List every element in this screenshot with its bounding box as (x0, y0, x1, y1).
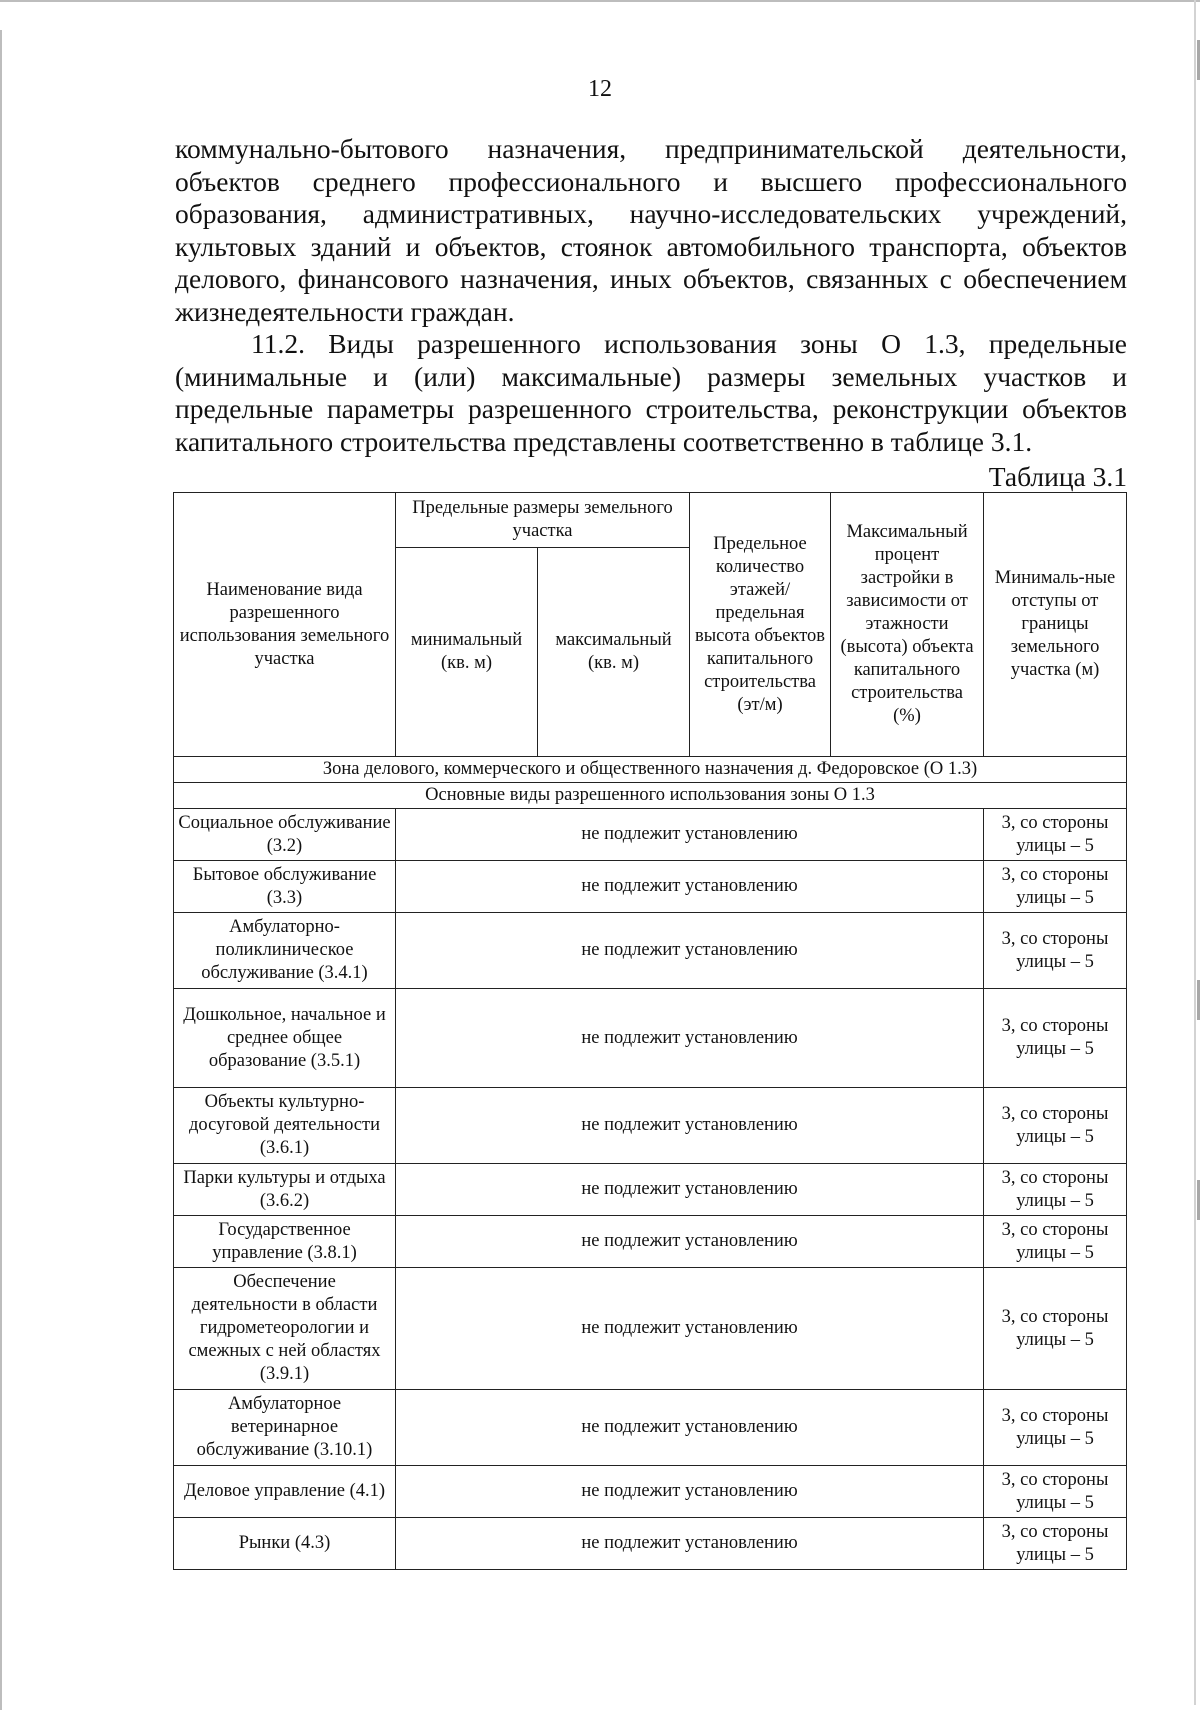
table-caption: Таблица 3.1 (988, 461, 1127, 492)
zone-title-row: Зона делового, коммерческого и общественного назначения д. Федоровское (О 1.3) (174, 757, 1127, 783)
row-name: Государственное управление (3.8.1) (174, 1216, 396, 1268)
row-name: Социальное обслуживание (3.2) (174, 809, 396, 861)
table-row (174, 1216, 1127, 1268)
row-params: не подлежит установлению (396, 861, 984, 913)
row-name: Объекты культурно-досуговой деятельности (3.6.1) (174, 1088, 396, 1164)
table-row (174, 1268, 1127, 1390)
table-row (174, 1088, 1127, 1164)
row-params: не подлежит установлению (396, 1164, 984, 1216)
row-name: Деловое управление (4.1) (174, 1466, 396, 1518)
table-row (174, 1518, 1127, 1570)
header-plot-sizes: Предельные размеры земельного участка (396, 493, 690, 548)
scan-edge-right (1194, 0, 1196, 1705)
paragraph-continuation: коммунально-бытового назначения, предпринимательской деятельности, объектов среднего профессионального и высшего профессионального образования, административных, научно-исследовательских учреждений, культовых зданий и объектов, стоянок автомобильного транспорта, объектов делового, финансового назначения, иных объектов, связанных с обеспечением жизнедеятельности граждан. (175, 133, 1127, 327)
row-params: не подлежит установлению (396, 1466, 984, 1518)
row-name: Амбулаторно-поликлиническое обслуживание (3.4.1) (174, 913, 396, 989)
row-name: Дошкольное, начальное и среднее общее образование (3.5.1) (174, 989, 396, 1088)
page-number: 12 (588, 76, 612, 102)
row-setback: 3, со стороны улицы – 5 (984, 1518, 1127, 1570)
paragraph-11-2: 11.2. Виды разрешенного использования зоны О 1.3, предельные (минимальные и (или) максимальные) размеры земельных участков и предельные параметры разрешенного строительства, реконструкции объектов капитального строительства представлены соответственно в таблице 3.1. (175, 328, 1127, 457)
row-params: не подлежит установлению (396, 809, 984, 861)
row-params: не подлежит установлению (396, 1390, 984, 1466)
row-params: не подлежит установлению (396, 1518, 984, 1570)
row-params: не подлежит установлению (396, 1268, 984, 1390)
header-max: максимальный (кв. м) (538, 548, 690, 757)
row-setback: 3, со стороны улицы – 5 (984, 913, 1127, 989)
table-row (174, 809, 1127, 861)
row-params: не подлежит установлению (396, 1216, 984, 1268)
body-text (175, 133, 1127, 458)
header-name: Наименование вида разрешенного использования земельного участка (174, 493, 396, 757)
table-row (174, 913, 1127, 989)
header-setbacks: Минималь-ные отступы от границы земельного участка (м) (984, 493, 1127, 757)
row-setback: 3, со стороны улицы – 5 (984, 1466, 1127, 1518)
scan-edge-left (0, 30, 2, 1710)
row-setback: 3, со стороны улицы – 5 (984, 989, 1127, 1088)
table-row (174, 1390, 1127, 1466)
row-setback: 3, со стороны улицы – 5 (984, 1268, 1127, 1390)
table-row (174, 861, 1127, 913)
table-row (174, 1466, 1127, 1518)
row-setback: 3, со стороны улицы – 5 (984, 861, 1127, 913)
row-setback: 3, со стороны улицы – 5 (984, 1216, 1127, 1268)
row-name: Парки культуры и отдыха (3.6.2) (174, 1164, 396, 1216)
header-min: минимальный (кв. м) (396, 548, 538, 757)
row-name: Обеспечение деятельности в области гидрометеорологии и смежных с ней областях (3.9.1) (174, 1268, 396, 1390)
row-name: Амбулаторное ветеринарное обслуживание (3.10.1) (174, 1390, 396, 1466)
section-title-row: Основные виды разрешенного использования зоны О 1.3 (174, 783, 1127, 809)
row-setback: 3, со стороны улицы – 5 (984, 809, 1127, 861)
row-setback: 3, со стороны улицы – 5 (984, 1088, 1127, 1164)
row-setback: 3, со стороны улицы – 5 (984, 1390, 1127, 1466)
row-params: не подлежит установлению (396, 1088, 984, 1164)
table-row (174, 989, 1127, 1088)
row-params: не подлежит установлению (396, 989, 984, 1088)
header-floors: Предельное количество этажей/ предельная высота объектов капитального строительства (эт/м) (690, 493, 831, 757)
row-name: Бытовое обслуживание (3.3) (174, 861, 396, 913)
row-name: Рынки (4.3) (174, 1518, 396, 1570)
row-params: не подлежит установлению (396, 913, 984, 989)
table-row (174, 1164, 1127, 1216)
scan-edge-top (0, 0, 1200, 2)
row-setback: 3, со стороны улицы – 5 (984, 1164, 1127, 1216)
regulations-table (173, 492, 1127, 1570)
header-coverage: Максимальный процент застройки в зависимости от этажности (высота) объекта капитального строительства (%) (831, 493, 984, 757)
